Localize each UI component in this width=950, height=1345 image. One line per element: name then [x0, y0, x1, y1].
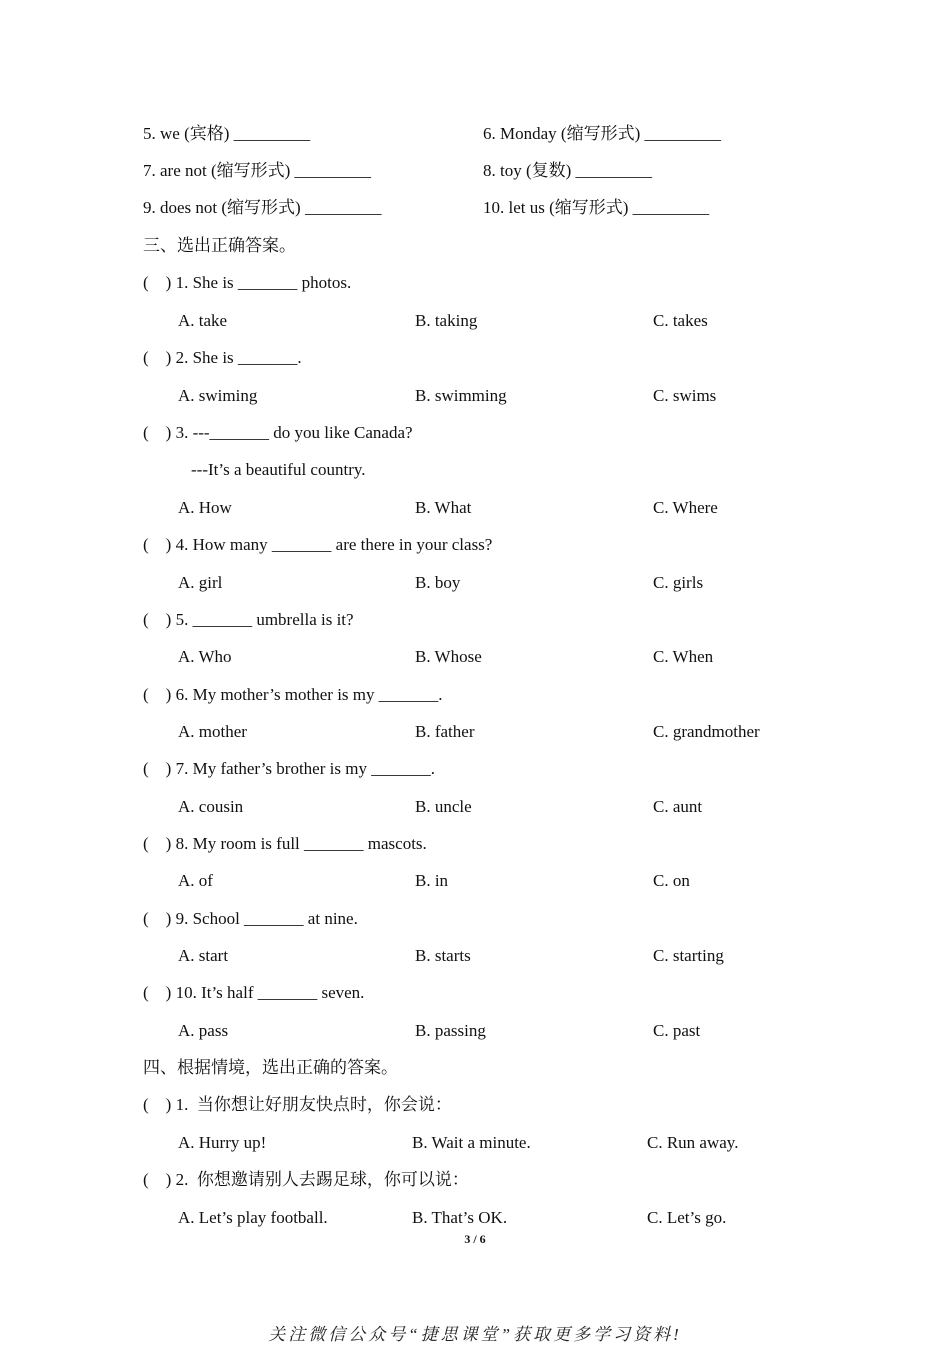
s3-q6-option-c: C. grandmother	[653, 722, 760, 741]
fill-item-6: 6. Monday (缩写形式) _________	[483, 124, 721, 143]
s3-q10-option-a: A. pass	[178, 1021, 229, 1040]
s3-q1-option-c: C. takes	[653, 311, 708, 330]
s3-q9-option-b: B. starts	[415, 946, 471, 965]
s3-q8-option-c: C. on	[653, 871, 690, 890]
s3-q7-option-c: C. aunt	[653, 797, 703, 816]
s3-question-9: ( ) 9. School _______ at nine.	[143, 909, 358, 928]
s3-question-3: ( ) 3. ---_______ do you like Canada?	[143, 423, 413, 442]
s3-q8-option-a: A. of	[178, 871, 213, 890]
section-3-title: 三、选出正确答案。	[143, 236, 296, 255]
s3-q10-option-b: B. passing	[415, 1021, 486, 1040]
s4-q1-option-a: A. Hurry up!	[178, 1133, 267, 1152]
s3-q2-option-c: C. swims	[653, 386, 717, 405]
footer-promo-text: 关注微信公众号“捷思课堂”获取更多学习资料!	[268, 1325, 682, 1344]
s3-q3-option-a: A. How	[178, 498, 232, 517]
s3-q2-option-b: B. swimming	[415, 386, 507, 405]
fill-item-7: 7. are not (缩写形式) _________	[143, 161, 372, 180]
s4-question-1: ( ) 1. 当你想让好朋友快点时，你会说：	[143, 1095, 452, 1114]
s4-q2-option-b: B. That’s OK.	[412, 1208, 508, 1227]
s3-question-8: ( ) 8. My room is full _______ mascots.	[143, 834, 427, 853]
fill-item-10: 10. let us (缩写形式) _________	[483, 198, 710, 217]
s3-q4-option-c: C. girls	[653, 573, 704, 592]
s4-q2-option-c: C. Let’s go.	[647, 1208, 727, 1227]
page-number: 3 / 6	[464, 1232, 486, 1246]
s3-q9-option-a: A. start	[178, 946, 229, 965]
s4-question-2: ( ) 2. 你想邀请别人去踢足球，你可以说：	[143, 1170, 469, 1189]
s3-q5-option-a: A. Who	[178, 647, 232, 666]
s3-q1-option-b: B. taking	[415, 311, 478, 330]
s3-q3-option-b: B. What	[415, 498, 472, 517]
s3-q4-option-b: B. boy	[415, 573, 461, 592]
s3-question-7: ( ) 7. My father’s brother is my _______.	[143, 759, 435, 778]
fill-item-9: 9. does not (缩写形式) _________	[143, 198, 382, 217]
fill-item-5: 5. we (宾格) _________	[143, 124, 311, 143]
s3-q7-option-a: A. cousin	[178, 797, 244, 816]
s3-q2-option-a: A. swiming	[178, 386, 258, 405]
s3-q6-option-b: B. father	[415, 722, 475, 741]
s4-q2-option-a: A. Let’s play football.	[178, 1208, 328, 1227]
s3-q7-option-b: B. uncle	[415, 797, 472, 816]
s3-q3-option-c: C. Where	[653, 498, 718, 517]
s3-q9-option-c: C. starting	[653, 946, 724, 965]
s3-question-2: ( ) 2. She is _______.	[143, 348, 302, 367]
s3-q5-option-b: B. Whose	[415, 647, 482, 666]
s3-q8-option-b: B. in	[415, 871, 449, 890]
s3-q5-option-c: C. When	[653, 647, 714, 666]
section-4-title: 四、根据情境，选出正确的答案。	[143, 1058, 398, 1077]
s3-q1-option-a: A. take	[178, 311, 228, 330]
s3-question-4: ( ) 4. How many _______ are there in your class?	[143, 535, 493, 554]
s3-question-1: ( ) 1. She is _______ photos.	[143, 273, 352, 292]
s3-question-10: ( ) 10. It’s half _______ seven.	[143, 983, 365, 1002]
fill-item-8: 8. toy (复数) _________	[483, 161, 653, 180]
s3-q3-dialogue-reply: ---It’s a beautiful country.	[191, 460, 366, 479]
s4-q1-option-b: B. Wait a minute.	[412, 1133, 531, 1152]
s3-question-5: ( ) 5. _______ umbrella is it?	[143, 610, 354, 629]
s3-q10-option-c: C. past	[653, 1021, 701, 1040]
s4-q1-option-c: C. Run away.	[647, 1133, 739, 1152]
s3-q4-option-a: A. girl	[178, 573, 223, 592]
s3-q6-option-a: A. mother	[178, 722, 247, 741]
s3-question-6: ( ) 6. My mother’s mother is my _______.	[143, 685, 443, 704]
